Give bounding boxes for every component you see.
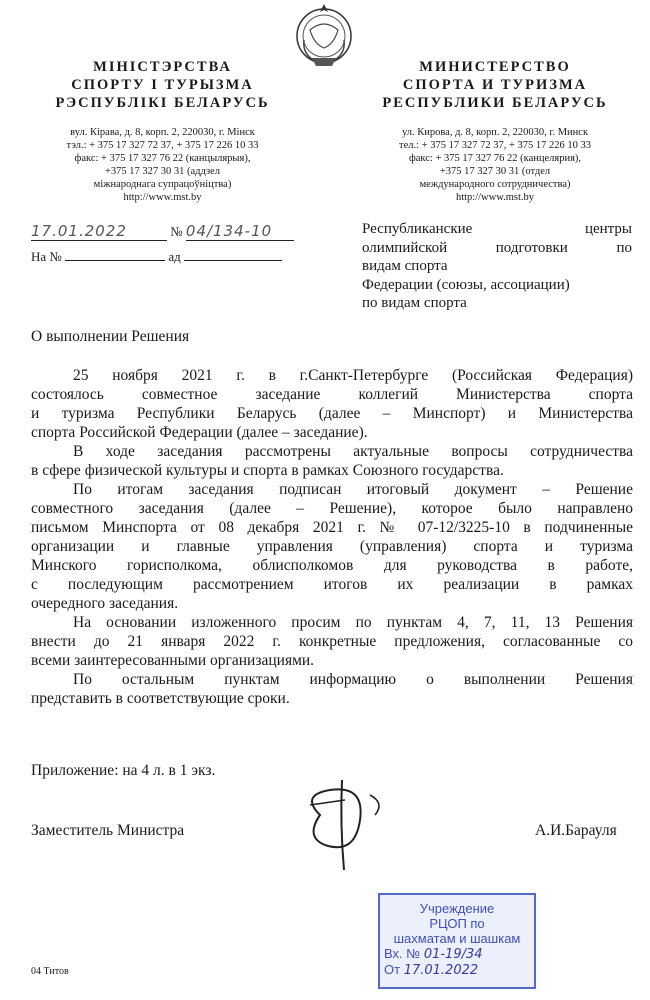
stamp-incoming-date: 17.01.2022 [403,963,479,978]
registration-number-label: № [170,224,183,239]
attachment-note: Приложение: на 4 л. в 1 экз. [31,762,216,779]
incoming-stamp: Учреждение РЦОП по шахматам и шашкам Вх. № 01-19/34 От 17.01.2022 [378,893,536,989]
header-right-title: МИНИСТЕРСТВО СПОРТА И ТУРИЗМА РЕСПУБЛИКИ БЕЛАРУСЬ [382,59,608,111]
addressee-block: Республиканские центры олимпийской подготовки по видам спорта Федерации (союзы, ассоциации) по видам спорта [362,221,632,311]
registration-ref-row [31,248,282,265]
registration-date-row [31,222,294,241]
letter-subject: О выполнении Решения [31,328,190,345]
reference-date-label: ад [168,249,181,264]
stamp-incoming-number: 01-19/34 [423,947,483,962]
executor-footer: 04 Титов [31,966,69,977]
header-right [340,58,650,204]
paragraph: В ходе заседания рассмотрены актуальные вопросы сотрудничества в сфере физической культуры и спорта в рамках Союзного государства. [31,443,633,479]
registration-date: 17.01.2022 [31,222,167,241]
signatory-name: А.И.Барауля [535,822,617,839]
handwritten-signature-icon [290,775,400,875]
paragraph: По остальным пунктам информацию о выполнении Решения представить в соответствующие сроки. [31,671,633,707]
header-left [0,58,325,204]
reference-date-line [184,248,282,261]
header-right-address: ул. Кирова, д. 8, корп. 2, 220030, г. Минск тел.: + 375 17 327 72 37, + 375 17 226 10 33 факс: + 375 17 327 76 22 (канцелярия), +375 17 327 30 31 (отдел международного сотрудничества) http://www.mst.by [399,127,591,203]
reference-number-line [65,248,165,261]
paragraph: 25 ноября 2021 г. в г.Санкт-Петербурге (Российская Федерация) состоялось совместное заседание коллегий Министерства спорта и туризма Республики Беларусь (далее – Минспорт) и Министерства спорта Российской Федерации (далее – заседание). [31,367,633,441]
reference-number-label: На № [31,249,62,264]
paragraph: На основании изложенного просим по пунктам 4, 7, 11, 13 Решения внести до 21 января 2022 г. конкретные предложения, согласованные со всеми заинтересованными организациями. [31,614,633,669]
signatory-role: Заместитель Министра [31,822,185,839]
letter-body [31,366,633,708]
header-left-title: МІНІСТЭРСТВА СПОРТУ І ТУРЫЗМА РЭСПУБЛІКІ БЕЛАРУСЬ [55,59,270,111]
header-left-address: вул. Кірава, д. 8, корп. 2, 220030, г. Мінск тэл.: + 375 17 327 72 37, + 375 17 226 10 33 факс: + 375 17 327 76 22 (канцылярыя), +375 17 327 30 31 (аддзел міжнароднага супрацоўніцтва) http://www.mst.by [66,127,259,203]
paragraph: По итогам заседания подписан итоговый документ – Решение совместного заседания (далее – Решение), которое было направлено письмом Минспорта от 08 декабря 2021 г. № 07-12/3225-10 в подчиненные организации и главные управления (управления) спорта и туризма Минского горисполкома, облисполкомов для руководства в работе, с последующим рассмотрением итогов их реализации в рамках очередного заседания. [31,481,633,612]
registration-number: 04/134-10 [186,222,294,241]
